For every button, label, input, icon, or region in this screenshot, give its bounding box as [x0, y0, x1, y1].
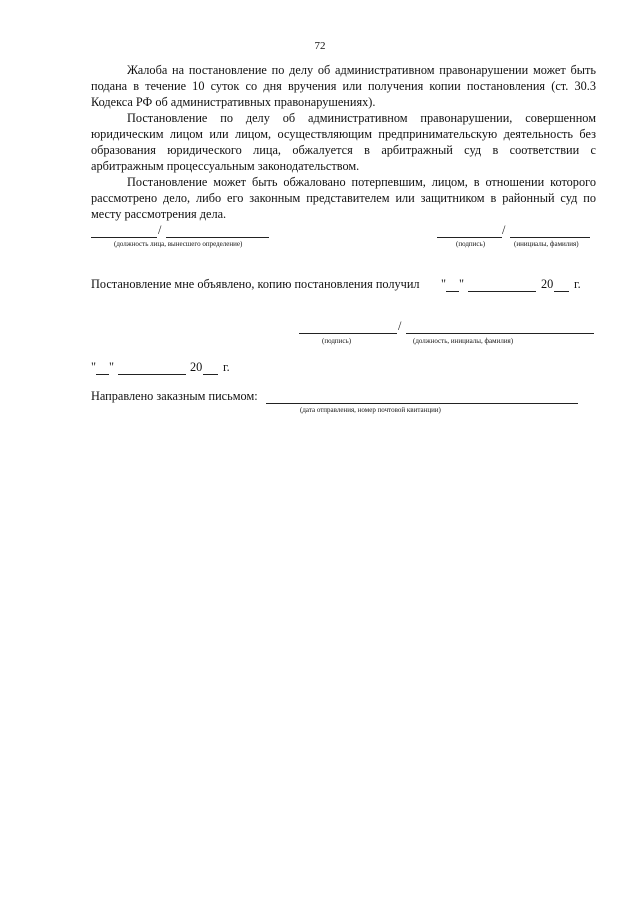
announcement-text: Постановление мне объявлено, копию постановления получил [91, 277, 420, 291]
page-number: 72 [314, 40, 326, 52]
paragraph-appeal-deadline: Жалоба на постановление по делу об административном правонарушении может быть подана в течение 10 суток со дня вручения или получения копии постановления (ст. 30.3 Кодекса РФ об административных правонарушениях). [91, 63, 596, 109]
official-position-line[interactable] [91, 225, 157, 238]
date-quote-open: " [91, 360, 97, 374]
date-year-suffix: г. [223, 360, 230, 374]
date-year-prefix: 20 [190, 360, 203, 374]
official-name-line[interactable] [166, 225, 269, 238]
paragraph-arbitration: Постановление по делу об административном правонарушении, совершенном юридическим лицом или лицом, осуществляющим предпринимательскую деятельность без образования юридического лица, обжалуется в арбитражный суд в соответствии с арбитражным процессуальным законодательством. [91, 111, 596, 173]
announcement-month-line[interactable] [468, 279, 536, 292]
signature-separator: / [158, 223, 162, 237]
paragraph-district-court: Постановление может быть обжаловано потерпевшим, лицом, в отношении которого рассмотрено дело, либо его законным представителем или защитником в районный суд по месту рассмотрения дела. [91, 175, 596, 221]
recipient-separator: / [398, 319, 402, 333]
signature-separator-right: / [502, 223, 506, 237]
caption-mail-details: (дата отправления, номер почтовой квитанции) [300, 406, 441, 414]
date-day-line[interactable] [96, 362, 109, 375]
announcement-year-line[interactable] [554, 279, 569, 292]
recipient-position-line[interactable] [406, 321, 594, 334]
announcement-year-prefix: 20 [541, 277, 554, 291]
caption-signature: (подпись) [456, 240, 486, 248]
announcement-quote-open: " [441, 277, 447, 291]
recipient-signature-line[interactable] [299, 321, 397, 334]
announcement-day-line[interactable] [446, 279, 459, 292]
mail-details-line[interactable] [266, 391, 578, 404]
announcement-year-suffix: г. [574, 277, 581, 291]
caption-initials: (инициалы, фамилия) [514, 240, 579, 248]
date-month-line[interactable] [118, 362, 186, 375]
date-quote-close: " [109, 360, 115, 374]
announcement-quote-close: " [459, 277, 465, 291]
appeal-notice [91, 62, 596, 222]
mail-label: Направлено заказным письмом: [91, 389, 258, 403]
caption-recipient-signature: (подпись) [322, 337, 352, 345]
caption-recipient-position: (должность, инициалы, фамилия) [413, 337, 514, 345]
signature-line[interactable] [437, 225, 502, 238]
date-year-line[interactable] [203, 362, 218, 375]
initials-line[interactable] [510, 225, 590, 238]
caption-official: (должность лица, вынесшего определение) [114, 240, 243, 248]
